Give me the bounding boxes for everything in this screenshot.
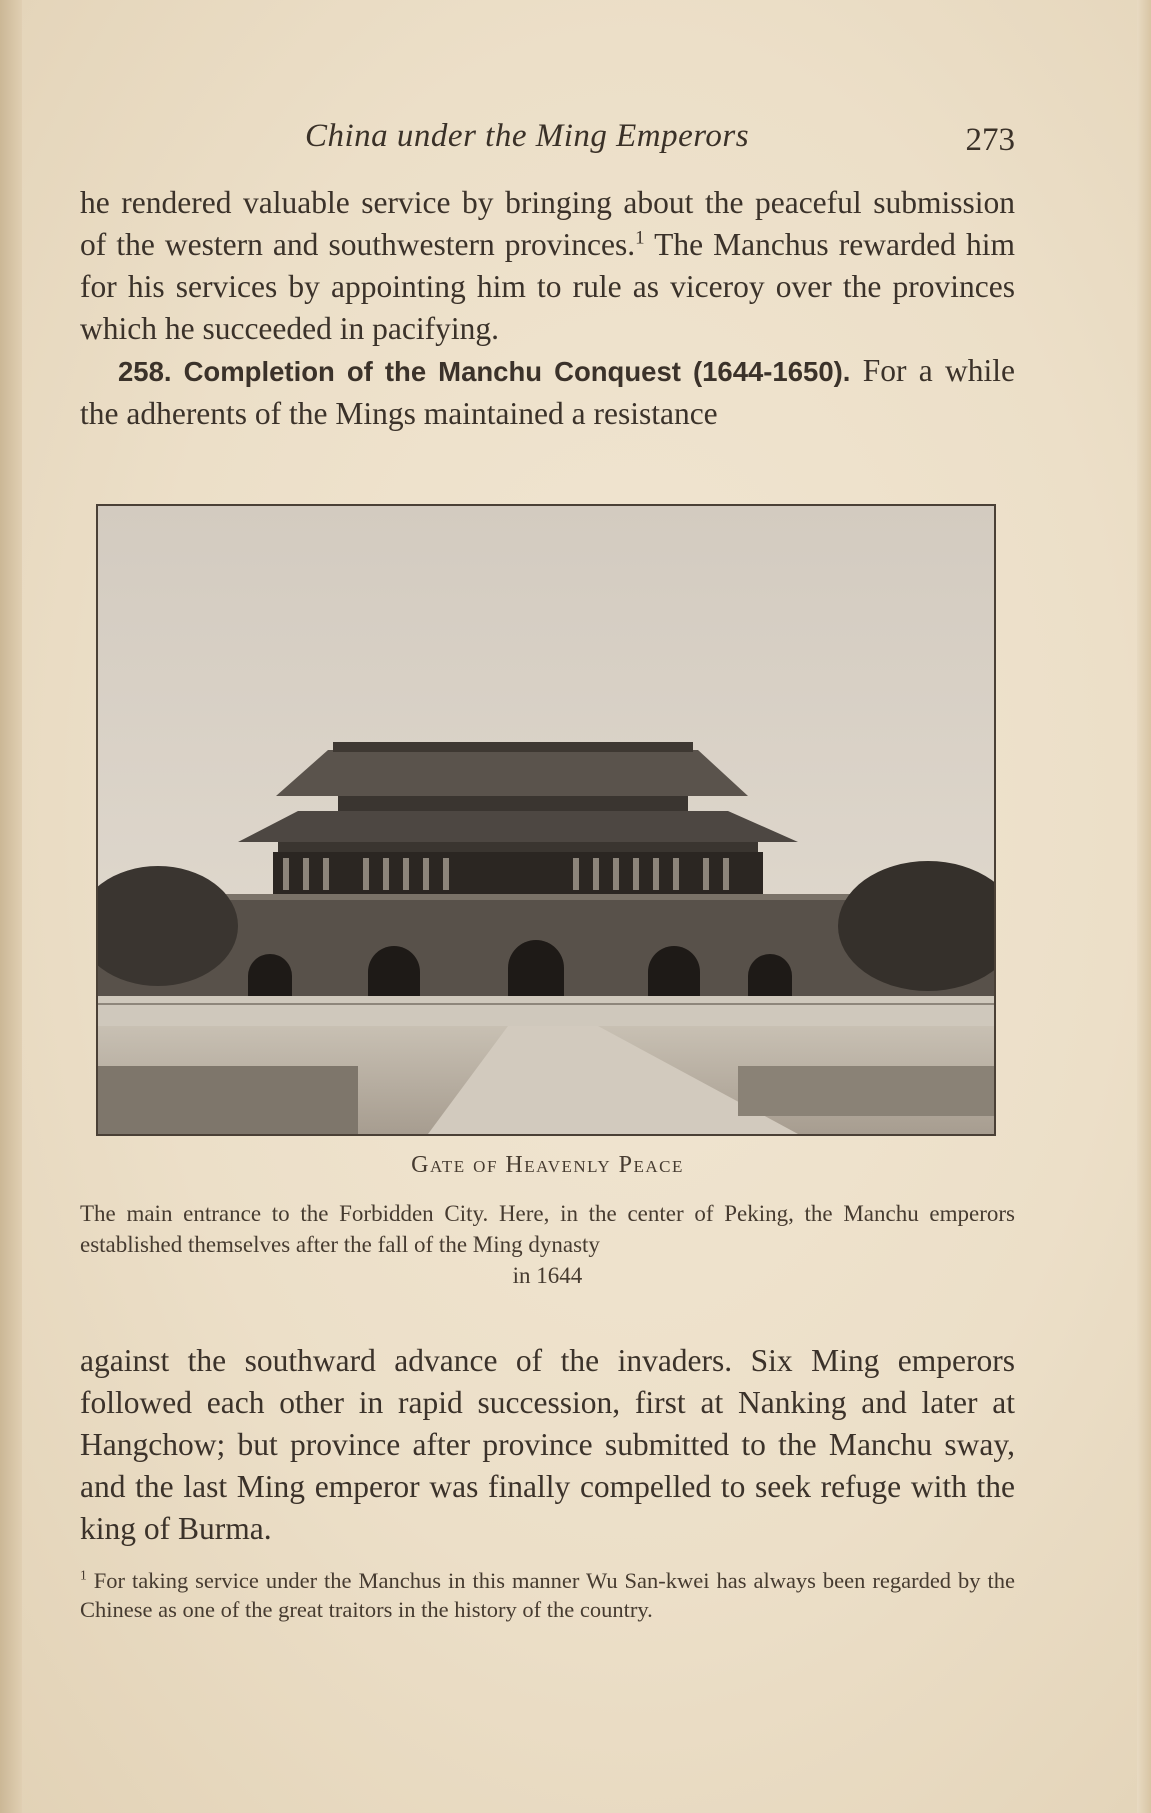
section-text: For a while the adherents of the Mings maintained a resistance [80, 353, 1015, 431]
figure-caption-title: Gate of Heavenly Peace [411, 1152, 684, 1178]
footnote-reference: 1 [635, 227, 645, 249]
paragraph-continued [80, 182, 1015, 435]
section-heading: 258. Completion of the Manchu Conquest (1644-1650). [118, 356, 851, 387]
footnote [80, 1566, 1015, 1624]
paragraph-text: The Manchus rewarded him for his services by appointing him to rule as viceroy over the provinces which he succeeded in pacifying. [80, 227, 1015, 346]
photograph-gate [96, 504, 996, 1136]
footnote-text: For taking service under the Manchus in this manner Wu San-kwei has always been regarded by the Chinese as one of the great traitors in the history of the country. [80, 1568, 1015, 1622]
caption-text-end: in 1644 [512, 1263, 583, 1288]
page-edge [1137, 0, 1151, 1813]
gate-photo-image [98, 506, 994, 1134]
paragraph: against the southward advance of the invaders. Six Ming emperors followed each other in rapid succession, first at Nanking and later at Hangchow; but province after province submitted to the Manchu sway, and the last Ming emperor was finally compelled to seek refuge with the king of Burma. [80, 1343, 1015, 1546]
paragraph-text: he rendered valuable service by bringing about the peaceful submission of the western and southwestern provinces. [80, 185, 1015, 262]
caption-text: The main entrance to the Forbidden City. Here, in the center of Peking, the Manchu emperors established themselves after the fall of the Ming dynasty [80, 1201, 1015, 1257]
figure-caption [80, 1198, 1015, 1291]
footnote-mark: 1 [80, 1567, 87, 1583]
page-gutter [0, 0, 22, 1813]
page-header [80, 118, 1015, 162]
page-number: 273 [965, 122, 1015, 158]
running-title: China under the Ming Emperors [305, 118, 750, 154]
